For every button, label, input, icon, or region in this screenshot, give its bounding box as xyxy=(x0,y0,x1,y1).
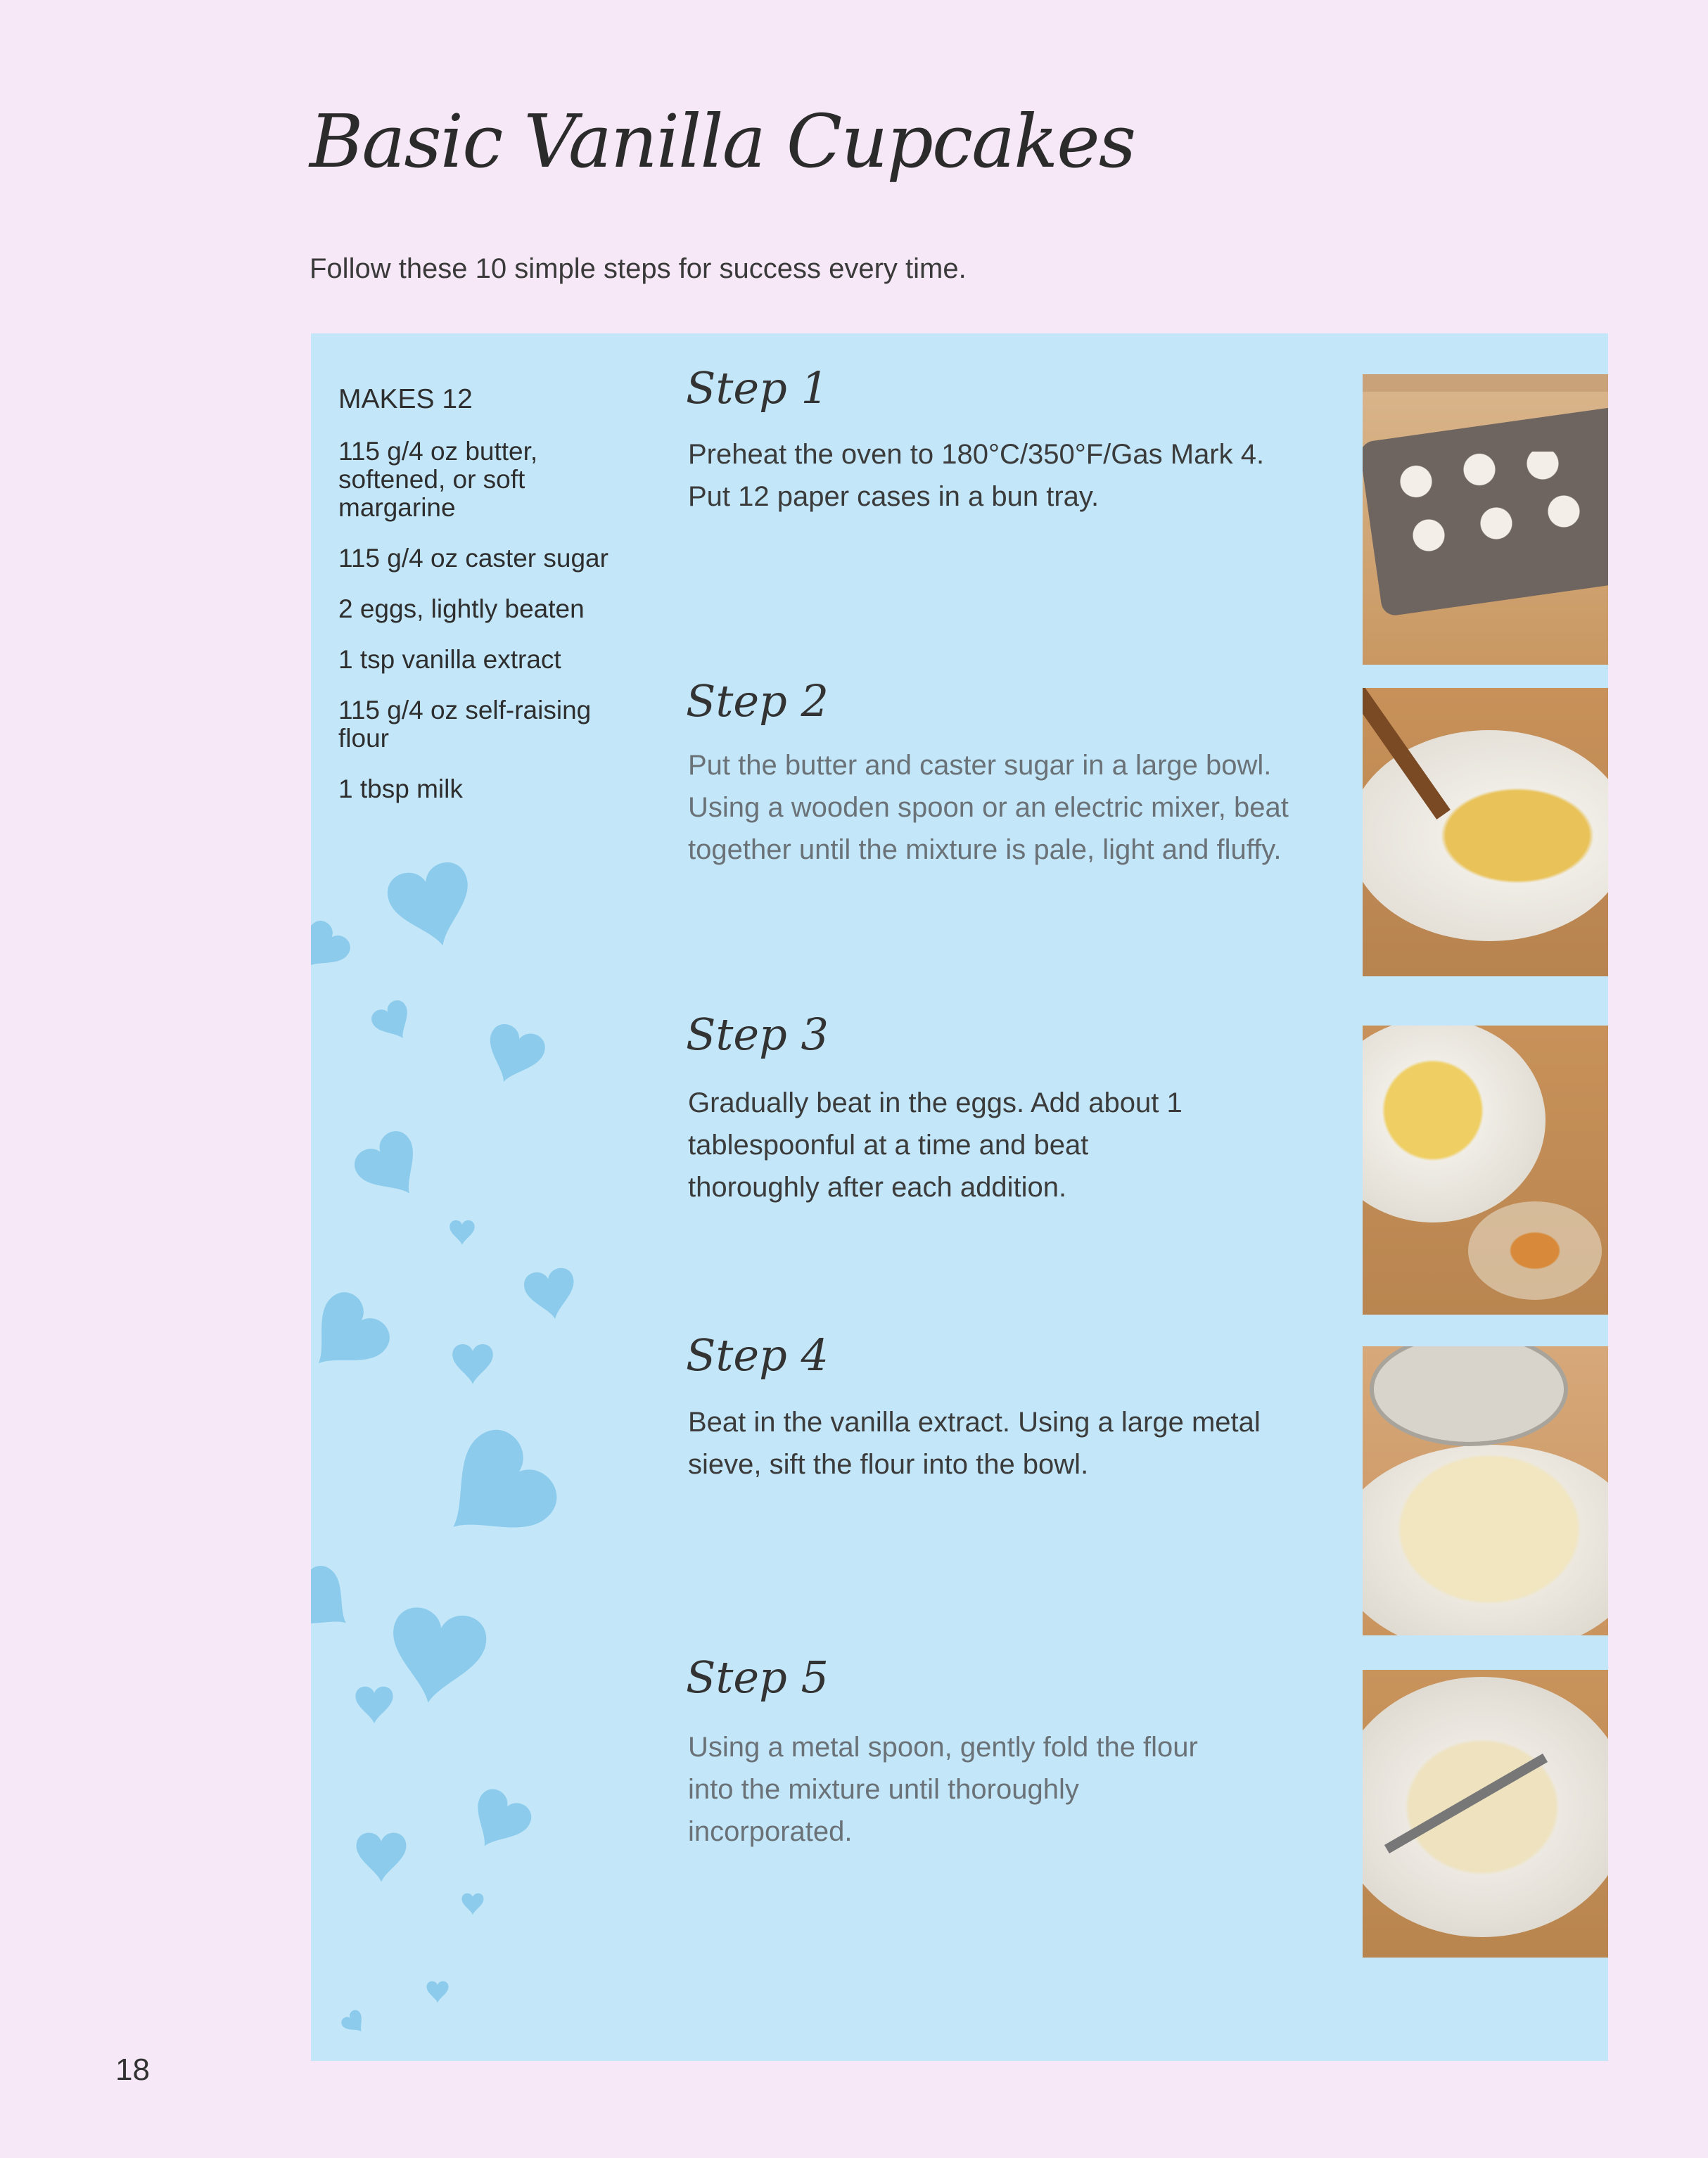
ingredient-item: 115 g/4 oz self-raising flour xyxy=(338,696,592,753)
heart-icon xyxy=(419,1419,568,1568)
heart-icon xyxy=(450,1220,474,1245)
step-4-heading: Step 4 xyxy=(686,1329,829,1381)
ingredient-item: 115 g/4 oz caster sugar xyxy=(338,544,608,573)
heart-icon xyxy=(311,1284,397,1389)
heart-icon xyxy=(355,1687,393,1723)
heart-icon xyxy=(452,1344,493,1384)
heart-icon xyxy=(382,1604,490,1711)
photo-creaming-butter xyxy=(1363,688,1608,976)
ingredient-item: 115 g/4 oz butter, softened, or soft margarine xyxy=(338,437,538,522)
photo-folding-flour xyxy=(1363,1670,1608,1958)
page-number: 18 xyxy=(115,2052,150,2087)
step-4-text: Beat in the vanilla extract. Using a large metal sieve, sift the flour into the bowl. xyxy=(688,1407,1261,1480)
heart-icon xyxy=(368,997,419,1047)
photo-sifting-flour xyxy=(1363,1346,1608,1635)
step-2-text: Put the butter and caster sugar in a large bowl. Using a wooden spoon or an electric mixer, beat together until the mixture is pale, light and fluffy. xyxy=(688,750,1289,865)
photo-beating-eggs xyxy=(1363,1026,1608,1315)
heart-icon xyxy=(478,1020,549,1091)
step-1-text: Preheat the oven to 180°C/350°F/Gas Mark 4. Put 12 paper cases in a bun tray. xyxy=(688,439,1265,512)
recipe-title: Basic Vanilla Cupcakes xyxy=(310,98,1135,184)
yield-label: MAKES 12 xyxy=(338,384,473,414)
ingredient-item: 2 eggs, lightly beaten xyxy=(338,594,585,623)
heart-icon xyxy=(339,2008,369,2038)
step-2-heading: Step 2 xyxy=(686,675,829,727)
step-5-text: Using a metal spoon, gently fold the flour into the mixture until thoroughly incorporated. xyxy=(688,1732,1198,1847)
recipe-subtitle: Follow these 10 simple steps for success every time. xyxy=(310,253,967,284)
heart-icon xyxy=(462,1894,484,1915)
heart-icon xyxy=(427,1981,449,2003)
heart-icon xyxy=(357,1833,407,1882)
heart-icon xyxy=(460,1784,536,1860)
step-3-heading: Step 3 xyxy=(686,1009,829,1060)
heart-icon xyxy=(522,1266,580,1323)
step-5-heading: Step 5 xyxy=(686,1652,829,1703)
heart-icon xyxy=(311,1559,366,1647)
ingredient-item: 1 tsp vanilla extract xyxy=(338,645,561,674)
heart-icon xyxy=(383,858,482,957)
ingredients-list xyxy=(338,385,634,826)
heart-icon xyxy=(348,1125,435,1211)
photo-bun-tray xyxy=(1363,374,1608,665)
step-3-text: Gradually beat in the eggs. Add about 1 tablespoonful at a time and beat thoroughly after each addition. xyxy=(688,1087,1183,1203)
step-1-heading: Step 1 xyxy=(686,362,829,414)
ingredient-item: 1 tbsp milk xyxy=(338,774,463,803)
heart-icon xyxy=(311,916,355,981)
